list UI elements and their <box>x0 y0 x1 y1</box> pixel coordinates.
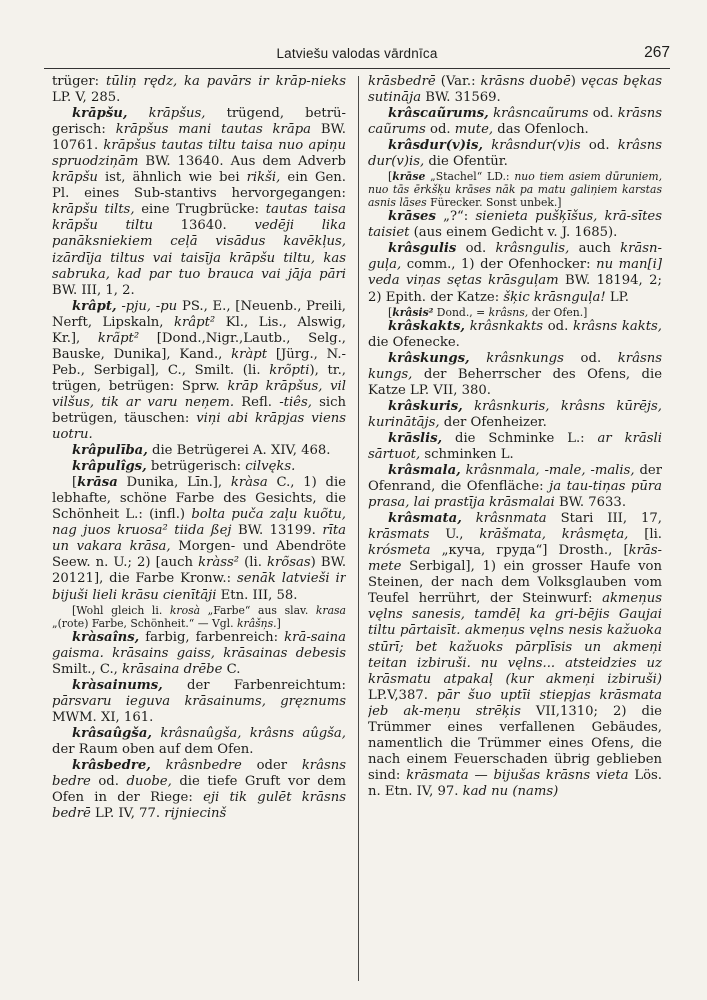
definition-text: trüger: <box>52 74 106 89</box>
definition-text: C., 1) die lebhafte, schöne Farbe des Gesichts, die Schönheit L.: (infl.) <box>52 475 346 523</box>
headword: kràsainums, <box>72 677 163 693</box>
definition-text: od. <box>456 241 496 257</box>
definition-text: (li. <box>239 555 268 571</box>
example-text: krâsnkuris, krâsns kūrējs, kurinātājs, <box>368 398 662 430</box>
example-text: šķic krāsnguļa! <box>503 289 606 305</box>
example-text: krâsns kakts, <box>573 318 662 334</box>
definition-text: Dunika, Līn.], <box>117 475 231 491</box>
example-text: krâsnmata <box>475 511 547 527</box>
dictionary-entry <box>52 299 346 443</box>
headword: krâsmala, <box>388 462 461 478</box>
definition-text: „(rote) Farbe, Schönheit.“ — Vgl. <box>52 616 237 630</box>
dictionary-entry <box>368 138 662 170</box>
definition-text: LP. V, 285. <box>52 90 121 106</box>
dictionary-entry <box>52 475 346 603</box>
definition-text: Refl. <box>234 394 280 410</box>
example-text: krâsnkungs <box>486 350 564 366</box>
definition-text: ein Gen. Pl. eines Sub-stantivs hervorgegangen: <box>52 170 346 202</box>
definition-text: die tiefe Gruft vor dem Ofen in der Riege: <box>52 773 346 806</box>
example-text: krāsmats <box>368 527 430 543</box>
headword: krâsaûgša, <box>72 725 152 741</box>
definition-text: Stari III, 17, <box>546 511 662 527</box>
definition-text: LP. IV, 77. <box>90 806 165 822</box>
headword: krāse <box>392 170 426 184</box>
definition-text: der Beherrscher des Ofens, die Katze LP. VII, 380. <box>368 366 662 398</box>
definition-text: BW. 7633. <box>554 495 627 511</box>
definition-text: die Betrügerei A. XIV, 468. <box>147 443 331 459</box>
headword: krāpšu, <box>72 106 128 122</box>
definition-text <box>462 511 476 526</box>
definition-text <box>151 758 166 773</box>
example-text: krāsns caũrums <box>368 106 662 138</box>
headword: krāsa <box>77 475 118 491</box>
definition-text <box>127 106 148 121</box>
etymology-note <box>52 604 346 630</box>
example-text: nuo tiem asiem dūruniem, nuo tās ērkšķu krāses nāk pa matu galiņiem karstas asnis lāses <box>368 170 662 210</box>
example-text: krõsas <box>267 555 311 571</box>
example-text: kràss² <box>198 555 240 571</box>
example-text: krâsns kungs, <box>368 350 662 382</box>
example-text: krosà <box>169 603 201 617</box>
example-text: pārsvaru ieguva krāsainums, gręznums <box>52 693 346 709</box>
example-text: -pju, -pu <box>121 298 178 314</box>
example-text: rijniecinš <box>164 806 227 822</box>
right-column <box>368 74 662 984</box>
headword: krâsbedre, <box>72 757 151 773</box>
definition-text: od. <box>543 318 573 334</box>
headword: krâpulība, <box>72 443 148 459</box>
example-text: krāsmata — bijušas krāsns vieta <box>406 767 629 783</box>
example-text: eji tik gulēt krāsns bedrē <box>52 790 346 822</box>
dictionary-entry <box>368 431 662 463</box>
example-text: tiida ßej <box>174 523 232 539</box>
example-text: krās-mete <box>368 543 662 575</box>
definition-text: „Farbe“ aus slav. <box>200 603 316 617</box>
dictionary-entry <box>368 106 662 138</box>
definition-text: schminken L. <box>420 446 514 462</box>
headword: krāslis, <box>388 430 443 446</box>
headword: krâpulîgs, <box>72 459 147 475</box>
dictionary-entry <box>368 399 662 431</box>
example-text: krāsaina drēbe <box>122 661 223 677</box>
example-text: akmeņus vęlns sanesis, tamdēļ ka gri-bējis Gaujai tiltu pārtaisīt. akmeņus vęlns nesis kažuoka stūrī; bet kažuoks pārplīsis un akmeņi teitan izbiruši. nu vęlns... atsteidzies uz krāsmatu atpakaļ (kur akmeņi izbiruši) <box>368 591 662 687</box>
definition-text: eine Trugbrücke: <box>134 202 266 218</box>
example-text: krāsbedrē <box>368 74 436 89</box>
example-text: rīta un vakara krāsa, <box>52 523 346 555</box>
definition-text: LP.V,387. <box>368 687 437 703</box>
dictionary-entry <box>368 511 662 800</box>
example-text: krâsncaũrums <box>493 106 589 122</box>
definition-text: ) BW. 20121], die Farbe Kronw.: <box>52 555 346 587</box>
dictionary-entry <box>368 351 662 399</box>
headword: krâsis² <box>392 305 434 319</box>
definition-text: 13640. <box>152 218 255 234</box>
definition-text: (aus einem Gedicht v. J. 1685). <box>409 225 618 241</box>
example-text: nu man[i] veda viņas sętas krāsguļam <box>368 257 662 289</box>
definition-text: betrügerisch: <box>146 459 246 475</box>
example-text: krâsndur(v)is <box>491 138 581 154</box>
definition-text: der Farbenreichtum: <box>162 677 346 693</box>
example-text: krãpt² <box>97 330 140 346</box>
left-column <box>52 74 346 984</box>
example-text: krāpšu <box>52 170 98 186</box>
definition-text: Serbigal], 1) ein grosser Haufe von Steinen, der nach dem Volksglauben vom Teufel herrührt, der Steinwurf: <box>368 559 662 607</box>
headword: krâpt, <box>72 298 117 314</box>
definition-text: od. <box>588 106 618 122</box>
dictionary-entry <box>52 74 346 106</box>
definition-text: das Ofenloch. <box>493 122 589 138</box>
definition-text: MWM. XI, 161. <box>52 709 154 725</box>
definition-text: „Stachel“ LD.: <box>425 170 515 184</box>
definition-text: [Dond.,Nigr.,Lautb., Selg., Bauske, Dunika], Kand., <box>52 330 346 362</box>
headword: kràsaîns, <box>72 629 140 645</box>
example-text: krósmeta <box>368 543 431 559</box>
example-text: krāpšus mani tautas krāpa <box>115 122 312 138</box>
dictionary-entry <box>52 443 346 459</box>
etymology-note <box>368 306 662 319</box>
definition-text: VII,1310; 2) die Trümmer eines verfallenen Gebäudes, namentlich die Trümmer eines Ofens, die nach einem Feuerschaden übrig geblieben sind: <box>368 703 662 783</box>
definition-text: Fürecker. Sonst unbek.] <box>426 196 562 210</box>
definition-text: der Ofenheizer. <box>439 414 547 430</box>
example-text: bolta puča zaļu kuõtu, nag juos kruosa² <box>52 507 346 539</box>
definition-text: auch <box>569 241 621 257</box>
example-text: krāpšus, <box>148 106 206 122</box>
example-text: krâsnkakts <box>469 318 544 334</box>
headword: krâskakts, <box>388 318 465 334</box>
definition-text: BW. 10761. <box>52 122 346 154</box>
example-text: krâsnaûgša, krâsns aûgša, <box>160 725 346 741</box>
example-text: krâsns dur(v)is, <box>368 138 662 170</box>
dictionary-entry <box>368 319 662 351</box>
headword: krâscaũrums, <box>388 106 489 122</box>
example-text: krāsn-guļa, <box>368 241 662 273</box>
example-text: vęcas bękas sutināja <box>368 74 662 106</box>
dictionary-entry <box>368 74 662 106</box>
dictionary-entry <box>52 630 346 678</box>
definition-text: farbig, farbenreich: <box>139 629 285 645</box>
header-title: Latviešu valodas vārdnīca <box>276 46 438 61</box>
definition-text: ist, ähnlich wie bei <box>97 170 247 186</box>
example-text: krâsnmala, -male, -malis, <box>465 462 635 478</box>
definition-text: BW. III, 1, 2. <box>52 282 135 298</box>
example-text: rikši, <box>246 170 281 186</box>
definition-text: „куча, груда“] Drosth., [ <box>430 543 629 559</box>
definition-text: [Jürg., N.-Peb., Serbigal], C., Smilt. (li. <box>52 346 346 378</box>
definition-text: der Ofenrand, die Ofenfläche: <box>368 462 662 495</box>
headword: krâsdur(v)is, <box>388 138 483 154</box>
example-text: krâšņs. <box>237 616 277 630</box>
example-text: tūliņ rędz, ka pavārs ir krāp-nieks <box>105 74 346 89</box>
page-number: 267 <box>644 44 670 61</box>
definition-text: die Schminke L.: <box>442 430 598 446</box>
example-text: krasa <box>315 603 346 617</box>
definition-text: der Raum oben auf dem Ofen. <box>52 741 254 757</box>
definition-text: die Ofentür. <box>424 154 508 170</box>
example-text: krāp krāpšus, vil vilšus, tik ar varu neņem. <box>52 378 346 410</box>
definition-text: ), tr., trügen, betrügen: Sprw. <box>52 362 346 394</box>
definition-text: BW. 13199. <box>231 523 323 539</box>
definition-text: (Var.: <box>435 74 481 89</box>
definition-text: od. <box>563 350 618 366</box>
dictionary-entry <box>52 726 346 758</box>
definition-text: der Ofen.] <box>528 305 588 319</box>
definition-text: BW. 18194, 2; 2) Epith. der Katze: <box>368 273 662 305</box>
example-text: krā-saina gaisma. krāsains gaiss, krāsainas debesis <box>52 629 346 661</box>
headword: krāses <box>388 209 436 225</box>
example-text: tautas taisa krāpšu tiltu <box>52 202 346 234</box>
definition-text: die Ofenecke. <box>368 334 460 350</box>
definition-text: BW. 13640. Aus dem Adverb <box>138 154 346 170</box>
definition-text: PS., E., [Neuenb., Preili, Nerft, Lipskaln, <box>52 298 346 330</box>
example-text: krâsns bedre <box>52 757 346 789</box>
definition-text: [li. <box>628 527 662 543</box>
dictionary-entry <box>368 463 662 511</box>
dictionary-entry <box>52 758 346 822</box>
dictionary-entry <box>52 459 346 475</box>
definition-text: [Wohl gleich li. <box>72 603 170 617</box>
example-text: pār šuo uptīi stiepjas krāsmata jeb ak-meņu strēķis <box>368 687 662 719</box>
definition-text: LP. <box>605 289 629 305</box>
example-text: krāpšus tautas tiltu taisa nuo apiņu spruodziņām <box>52 138 346 170</box>
example-text: krâsns, <box>488 305 529 319</box>
dictionary-entry <box>368 209 662 241</box>
definition-text <box>470 351 487 366</box>
example-text: mute, <box>454 122 494 138</box>
page-header <box>44 44 670 69</box>
definition-text: od. <box>425 122 455 138</box>
column-divider <box>358 76 359 981</box>
definition-text: Etn. III, 58. <box>216 587 298 603</box>
definition-text: ] <box>276 616 281 630</box>
definition-text: „?“: <box>435 209 476 225</box>
example-text: ar krāsli sārtuot, <box>368 430 662 462</box>
etymology-note <box>368 170 662 209</box>
definition-text: [ <box>72 475 78 491</box>
example-text: -tiês, <box>279 394 312 410</box>
example-text: krāsns duobē <box>480 74 571 89</box>
example-text: kad nu (nams) <box>462 783 559 799</box>
dictionary-entry <box>52 678 346 726</box>
definition-text: Morgen- und Abendröte Seew. n. U.; 2) [auch <box>52 539 346 571</box>
definition-text: Dond., = <box>433 305 489 319</box>
definition-text: od. <box>90 773 127 789</box>
definition-text: comm., 1) der Ofenhocker: <box>401 257 597 273</box>
definition-text: U., <box>429 527 480 543</box>
definition-text: [ <box>388 305 393 319</box>
definition-text: oder <box>241 757 302 773</box>
example-text: viņi abi krāpjas viens uotru. <box>52 410 346 443</box>
example-text: kràsa <box>230 475 268 491</box>
headword: krâsgulis <box>388 241 457 257</box>
definition-text: trügend, betrü-gerisch: <box>52 106 346 138</box>
dictionary-entry <box>368 241 662 305</box>
definition-text: Lös. n. Etn. IV, 97. <box>368 767 662 799</box>
example-text: krāšmata, krâsmęta, <box>479 527 629 543</box>
definition-text: Kl., Lis., Alswig, Kr.], <box>52 314 346 346</box>
definition-text <box>463 399 474 414</box>
definition-text: sich betrügen, täuschen: <box>52 394 346 426</box>
example-text: cilvęks. <box>245 459 296 475</box>
example-text: vedēji lika panāksniekiem ceļā visādus kavēkļus, izārdīja tiltus vai taisīja krāpšu tiltu, kas sabruka, kad par tuo brauca vai jāja pāri <box>52 218 346 282</box>
dictionary-entry <box>52 106 346 299</box>
example-text: krāpšu tilts, <box>52 202 135 218</box>
example-text: krõpti <box>269 362 310 378</box>
example-text: krâpt² <box>174 314 216 330</box>
definition-text: Smilt., C., <box>52 661 123 677</box>
definition-text: BW. 31569. <box>421 90 501 106</box>
example-text: ja tau-tiņas pūra prasa, lai prastīja krāsmalai <box>368 479 662 511</box>
example-text: duobe, <box>126 773 172 789</box>
example-text: krâsngulis, <box>495 241 570 257</box>
definition-text: C. <box>222 661 241 677</box>
definition-text: [ <box>388 170 393 184</box>
example-text: sienieta pušķīšus, krā-sītes taisiet <box>368 209 662 241</box>
example-text: krâsnbedre <box>165 757 242 773</box>
headword: krâskungs, <box>388 350 470 366</box>
headword: krâskuris, <box>388 398 463 414</box>
example-text: kràpt <box>231 346 268 362</box>
headword: krâsmata, <box>388 511 462 527</box>
definition-text: od. <box>580 138 618 154</box>
example-text: senāk latvieši ir bijuši lieli krāsu cienītāji <box>52 571 346 603</box>
definition-text: ) <box>570 74 581 89</box>
